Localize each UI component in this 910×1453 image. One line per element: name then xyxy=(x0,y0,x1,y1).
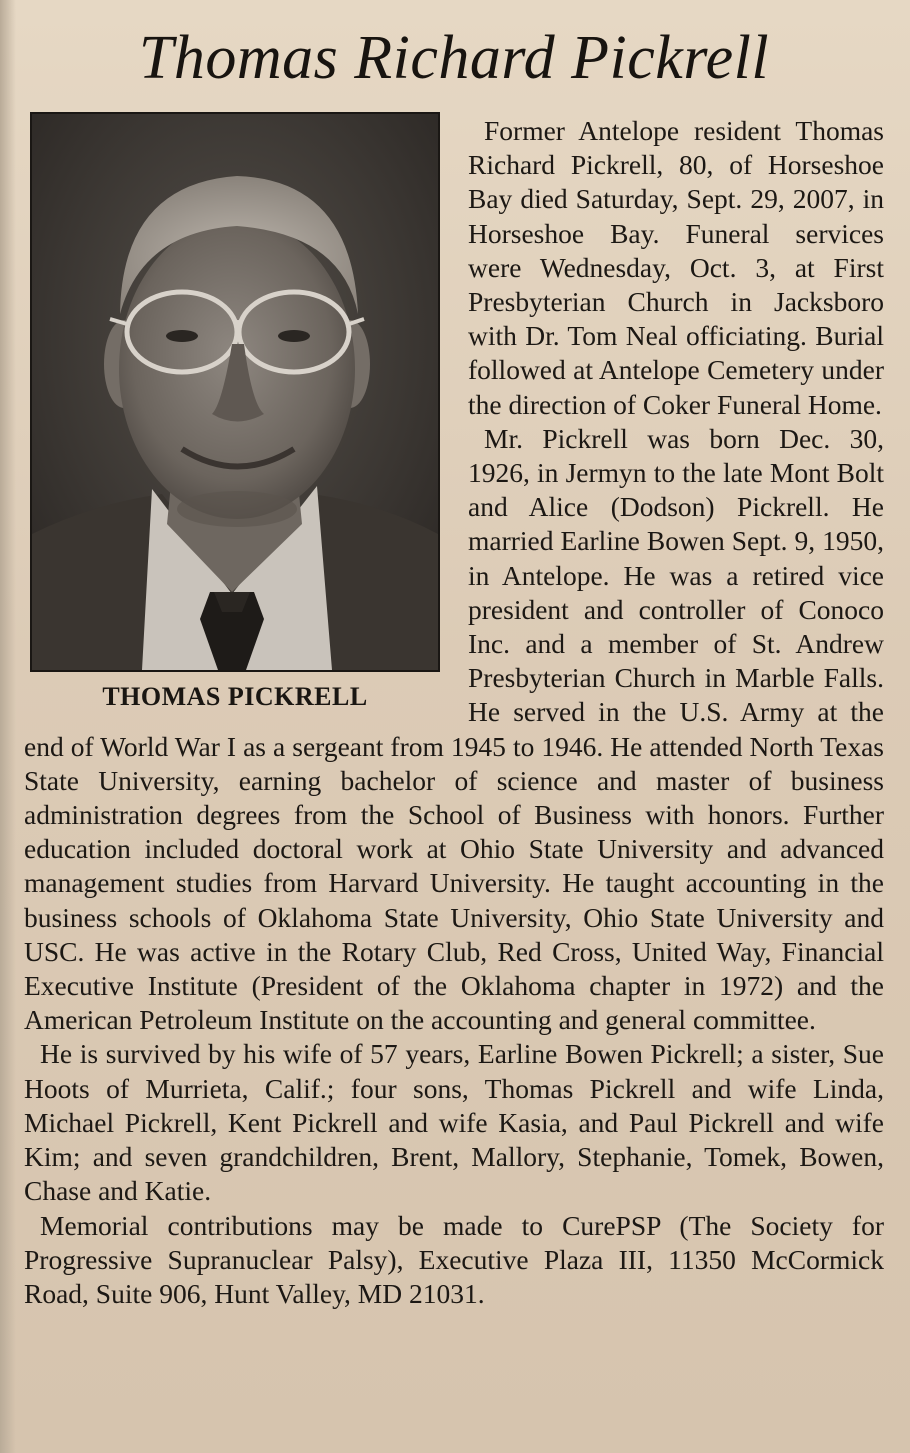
paragraph-biography: Mr. Pickrell was born Dec. 30, 1926, in Jermyn to the late Mont Bolt and Alice (Dodson) Pickrell. He married Earline Bowen Sept. 9, 1950, in Antelope. He was a retired vice president and controller of Conoco Inc. and a member of St. Andrew Presbyterian Church in Marble Falls. He served in the U.S. Army at the end of World War I as a sergeant from 1945 to 1946. He attended North Texas State University, earning bachelor of science and master of business administration degrees from the School of Business with honors. Further education included doctoral work at Ohio State University and advanced management studies from Harvard University. He taught accounting in the business schools of Oklahoma State University, Ohio State University and USC. He was active in the Rotary Club, Red Cross, United Way, Financial Executive Institute (President of the Oklahoma chapter in 1972) and the American Petroleum Institute on the accounting and general committee. xyxy=(24,422,884,1036)
portrait-block xyxy=(30,112,440,712)
paragraph-memorials: Memorial contributions may be made to CurePSP (The Society for Progressive Supranuclear Palsy), Executive Plaza III, 11350 McCormick Road, Suite 906, Hunt Valley, MD 21031. xyxy=(24,1209,884,1309)
photo-caption: THOMAS PICKRELL xyxy=(102,682,368,711)
paragraph-survivors: He is survived by his wife of 57 years, Earline Bowen Pickrell; a sister, Sue Hoots of Murrieta, Calif.; four sons, Thomas Pickrell and wife Linda, Michael Pickrell, Kent Pickrell and wife Kasia, and Paul Pickrell and wife Kim; and seven grandchildren, Brent, Mallory, Stephanie, Tomek, Bowen, Chase and Katie. xyxy=(24,1038,884,1207)
paragraph-death-notice: Former Antelope resident Thomas Richard Pickrell, 80, of Horseshoe Bay died Saturday, Sept. 29, 2007, in Horseshoe Bay. Funeral services were Wednesday, Oct. 3, at First Presbyterian Church in Jacksboro with Dr. Tom Neal officiating. Burial followed at Antelope Cemetery under the direction of Coker Funeral Home. xyxy=(468,115,884,420)
portrait-photo xyxy=(30,112,440,672)
obituary-title: Thomas Richard Pickrell xyxy=(138,24,770,92)
portrait-illustration xyxy=(32,114,438,670)
